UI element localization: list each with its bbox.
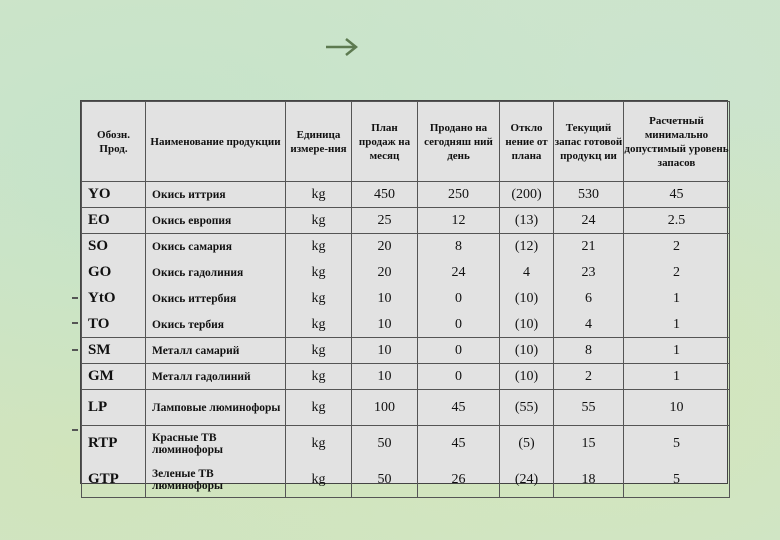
table-row bbox=[82, 234, 730, 260]
cell-sold: 8 bbox=[418, 234, 500, 260]
cell-unit: kg bbox=[286, 260, 352, 286]
cell-sold: 0 bbox=[418, 364, 500, 390]
margin-mark bbox=[72, 429, 78, 431]
cell-plan: 50 bbox=[352, 462, 418, 498]
table-row bbox=[82, 286, 730, 312]
cell-sold: 24 bbox=[418, 260, 500, 286]
cell-code: RTP bbox=[82, 426, 146, 462]
margin-mark bbox=[72, 322, 78, 324]
header-sold: Продано на сегодняш ний день bbox=[418, 102, 500, 182]
cell-min-level: 1 bbox=[624, 312, 730, 338]
cell-unit: kg bbox=[286, 182, 352, 208]
cell-deviation: (55) bbox=[500, 390, 554, 426]
cell-name: Окись иттрия bbox=[146, 182, 286, 208]
cell-stock: 23 bbox=[554, 260, 624, 286]
header-min-level: Расчетный минимально допустимый уровень запасов bbox=[624, 102, 730, 182]
cell-code: TO bbox=[82, 312, 146, 338]
cell-code: YtO bbox=[82, 286, 146, 312]
header-unit: Единица измере-ния bbox=[286, 102, 352, 182]
header-plan: План продаж на месяц bbox=[352, 102, 418, 182]
cell-deviation: (10) bbox=[500, 312, 554, 338]
table-row bbox=[82, 312, 730, 338]
cell-plan: 20 bbox=[352, 234, 418, 260]
cell-sold: 12 bbox=[418, 208, 500, 234]
cell-stock: 15 bbox=[554, 426, 624, 462]
inventory-table bbox=[80, 100, 729, 492]
cell-deviation: (10) bbox=[500, 286, 554, 312]
arrow-right-icon bbox=[324, 36, 360, 58]
cell-deviation: (10) bbox=[500, 364, 554, 390]
cell-deviation: (5) bbox=[500, 426, 554, 462]
cell-unit: kg bbox=[286, 462, 352, 498]
cell-plan: 20 bbox=[352, 260, 418, 286]
cell-min-level: 10 bbox=[624, 390, 730, 426]
cell-unit: kg bbox=[286, 338, 352, 364]
cell-name: Металл самарий bbox=[146, 338, 286, 364]
header-code: Обозн. Прод. bbox=[82, 102, 146, 182]
cell-deviation: (10) bbox=[500, 338, 554, 364]
cell-unit: kg bbox=[286, 390, 352, 426]
table-row bbox=[82, 182, 730, 208]
cell-unit: kg bbox=[286, 286, 352, 312]
cell-min-level: 1 bbox=[624, 338, 730, 364]
cell-name: Зеленые ТВ люминофоры bbox=[146, 462, 286, 498]
cell-plan: 10 bbox=[352, 312, 418, 338]
cell-sold: 250 bbox=[418, 182, 500, 208]
cell-plan: 25 bbox=[352, 208, 418, 234]
cell-stock: 8 bbox=[554, 338, 624, 364]
cell-code: SO bbox=[82, 234, 146, 260]
cell-stock: 530 bbox=[554, 182, 624, 208]
cell-unit: kg bbox=[286, 364, 352, 390]
cell-name: Окись тербия bbox=[146, 312, 286, 338]
cell-min-level: 1 bbox=[624, 364, 730, 390]
cell-stock: 21 bbox=[554, 234, 624, 260]
cell-name: Красные ТВ люминофоры bbox=[146, 426, 286, 462]
cell-min-level: 1 bbox=[624, 286, 730, 312]
margin-mark bbox=[72, 349, 78, 351]
header-name: Наименование продукции bbox=[146, 102, 286, 182]
cell-code: LP bbox=[82, 390, 146, 426]
cell-min-level: 45 bbox=[624, 182, 730, 208]
cell-code: YO bbox=[82, 182, 146, 208]
cell-plan: 450 bbox=[352, 182, 418, 208]
cell-plan: 10 bbox=[352, 286, 418, 312]
cell-sold: 0 bbox=[418, 312, 500, 338]
table-row bbox=[82, 364, 730, 390]
cell-name: Окись иттербия bbox=[146, 286, 286, 312]
cell-sold: 0 bbox=[418, 286, 500, 312]
cell-name: Окись самария bbox=[146, 234, 286, 260]
table-row bbox=[82, 426, 730, 462]
cell-plan: 50 bbox=[352, 426, 418, 462]
table-row bbox=[82, 208, 730, 234]
cell-unit: kg bbox=[286, 234, 352, 260]
cell-stock: 2 bbox=[554, 364, 624, 390]
cell-sold: 0 bbox=[418, 338, 500, 364]
cell-sold: 26 bbox=[418, 462, 500, 498]
table-row bbox=[82, 338, 730, 364]
header-deviation: Откло нение от плана bbox=[500, 102, 554, 182]
cell-deviation: (13) bbox=[500, 208, 554, 234]
table-row bbox=[82, 390, 730, 426]
table-header-row bbox=[82, 102, 730, 182]
cell-code: GO bbox=[82, 260, 146, 286]
cell-code: EO bbox=[82, 208, 146, 234]
header-stock: Текущий запас готовой продукц ии bbox=[554, 102, 624, 182]
cell-code: SM bbox=[82, 338, 146, 364]
cell-stock: 24 bbox=[554, 208, 624, 234]
cell-sold: 45 bbox=[418, 390, 500, 426]
cell-deviation: (24) bbox=[500, 462, 554, 498]
cell-unit: kg bbox=[286, 312, 352, 338]
table-row bbox=[82, 260, 730, 286]
cell-plan: 100 bbox=[352, 390, 418, 426]
cell-stock: 4 bbox=[554, 312, 624, 338]
cell-name: Окись гадолиния bbox=[146, 260, 286, 286]
cell-plan: 10 bbox=[352, 338, 418, 364]
cell-name: Ламповые люминофоры bbox=[146, 390, 286, 426]
cell-plan: 10 bbox=[352, 364, 418, 390]
table-row bbox=[82, 462, 730, 498]
cell-min-level: 2.5 bbox=[624, 208, 730, 234]
cell-code: GM bbox=[82, 364, 146, 390]
cell-deviation: 4 bbox=[500, 260, 554, 286]
cell-unit: kg bbox=[286, 426, 352, 462]
cell-sold: 45 bbox=[418, 426, 500, 462]
cell-name: Окись европия bbox=[146, 208, 286, 234]
cell-min-level: 2 bbox=[624, 260, 730, 286]
cell-deviation: (200) bbox=[500, 182, 554, 208]
cell-stock: 55 bbox=[554, 390, 624, 426]
cell-min-level: 5 bbox=[624, 462, 730, 498]
cell-min-level: 2 bbox=[624, 234, 730, 260]
cell-stock: 18 bbox=[554, 462, 624, 498]
cell-stock: 6 bbox=[554, 286, 624, 312]
cell-unit: kg bbox=[286, 208, 352, 234]
cell-name: Металл гадолиний bbox=[146, 364, 286, 390]
cell-min-level: 5 bbox=[624, 426, 730, 462]
margin-mark bbox=[72, 297, 78, 299]
cell-deviation: (12) bbox=[500, 234, 554, 260]
cell-code: GTP bbox=[82, 462, 146, 498]
